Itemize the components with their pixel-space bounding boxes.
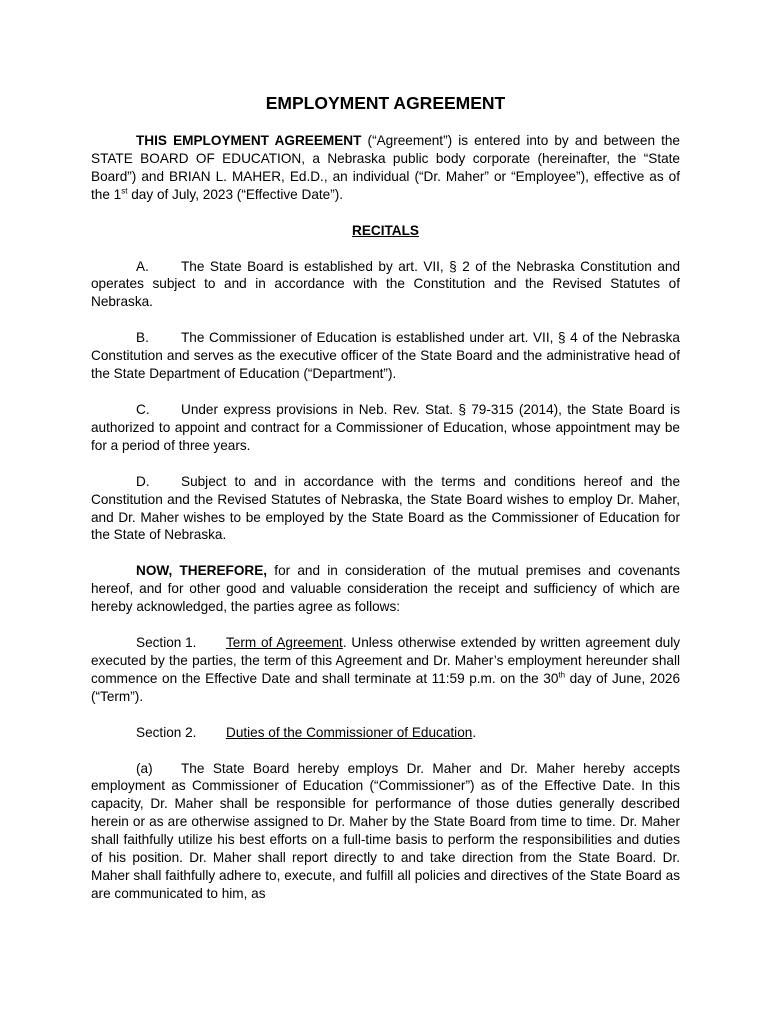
recital-text: The Commissioner of Education is established under art. VII, § 4 of the Nebraska Constitution and serves as the executive officer of the State Board and the administrative head of the State Department of Education (“Department”).	[91, 330, 680, 382]
section-1-text-end: day of June, 2026 (“Term”).	[91, 670, 681, 704]
section-2a	[91, 760, 680, 903]
recital-text: The State Board is established by art. VII, § 2 of the Nebraska Constitution and operates subject to and in accordance with the Constitution and the Revised Statutes of Nebraska.	[91, 258, 680, 310]
intro-lead: THIS EMPLOYMENT AGREEMENT	[136, 133, 362, 148]
section-2-heading: Duties of the Commissioner of Education	[226, 724, 473, 740]
section-2a-text: The State Board hereby employs Dr. Maher and Dr. Maher hereby accepts employment as Commissioner of Education (“Commissioner”) as of the Effective Date. In this capacity, Dr. Maher shall be responsible for performance of those duties generally described herein or as are otherwise assigned to Dr. Maher by the State Board from time to time. Dr. Maher shall faithfully utilize his best efforts on a full-time basis to perform the responsibilities and duties of his position. Dr. Maher shall report directly to and take direction from the State Board. Dr. Maher shall faithfully adhere to, execute, and fulfill all policies and directives of the State Board as are communicated to him, as	[91, 760, 680, 901]
now-therefore-lead: NOW, THEREFORE,	[136, 563, 268, 579]
intro-sup: st	[121, 186, 128, 196]
now-therefore-text: for and in consideration of the mutual premises and covenants hereof, and for other good and valuable consideration the receipt and sufficiency of which are hereby acknowledged, the parties agree as follows:	[91, 563, 680, 615]
recital-d	[91, 473, 680, 545]
recital-b	[91, 329, 680, 383]
section-2	[91, 724, 680, 742]
recital-c	[91, 401, 680, 455]
intro-text: (“Agreement”) is entered into by and between the STATE BOARD OF EDUCATION, a Nebraska public body corporate (hereinafter, the “State Board”) and BRIAN L. MAHER, Ed.D., an individual (“Dr. Maher” or “Employee”), effective as of the 1	[91, 133, 680, 202]
intro-paragraph	[91, 132, 680, 204]
recital-label: B.	[136, 330, 149, 346]
section-1-text: . Unless otherwise extended by written agreement duly executed by the parties, the term of this Agreement and Dr. Maher’s employment hereunder shall commence on the Effective Date and shall terminate at 11:59 p.m. on the 30	[91, 635, 681, 686]
intro-text-end: day of July, 2023 (“Effective Date”).	[127, 186, 344, 202]
document-title: EMPLOYMENT AGREEMENT	[265, 93, 506, 113]
now-therefore-paragraph	[91, 562, 680, 616]
recital-a	[91, 258, 680, 312]
recital-text: Subject to and in accordance with the terms and conditions hereof and the Constitution and the Revised Statutes of Nebraska, the State Board wishes to employ Dr. Maher, and Dr. Maher wishes to be employed by the State Board as the Commissioner of Education for the State of Nebraska.	[91, 473, 680, 543]
section-1	[91, 634, 680, 706]
recital-label: A.	[136, 258, 149, 274]
recital-label: D.	[136, 473, 150, 489]
recitals-heading: RECITALS	[352, 222, 419, 238]
section-2-label: Section 2.	[136, 724, 197, 740]
section-1-heading: Term of Agreement	[226, 635, 343, 651]
section-1-label: Section 1.	[136, 635, 197, 651]
section-1-sup: th	[558, 670, 566, 680]
section-2-trail: .	[472, 724, 477, 740]
recital-text: Under express provisions in Neb. Rev. Stat. § 79-315 (2014), the State Board is authorized to appoint and contract for a Commissioner of Education, whose appointment may be for a period of three years.	[91, 401, 680, 453]
section-2a-label: (a)	[136, 760, 153, 776]
recital-label: C.	[136, 401, 150, 417]
